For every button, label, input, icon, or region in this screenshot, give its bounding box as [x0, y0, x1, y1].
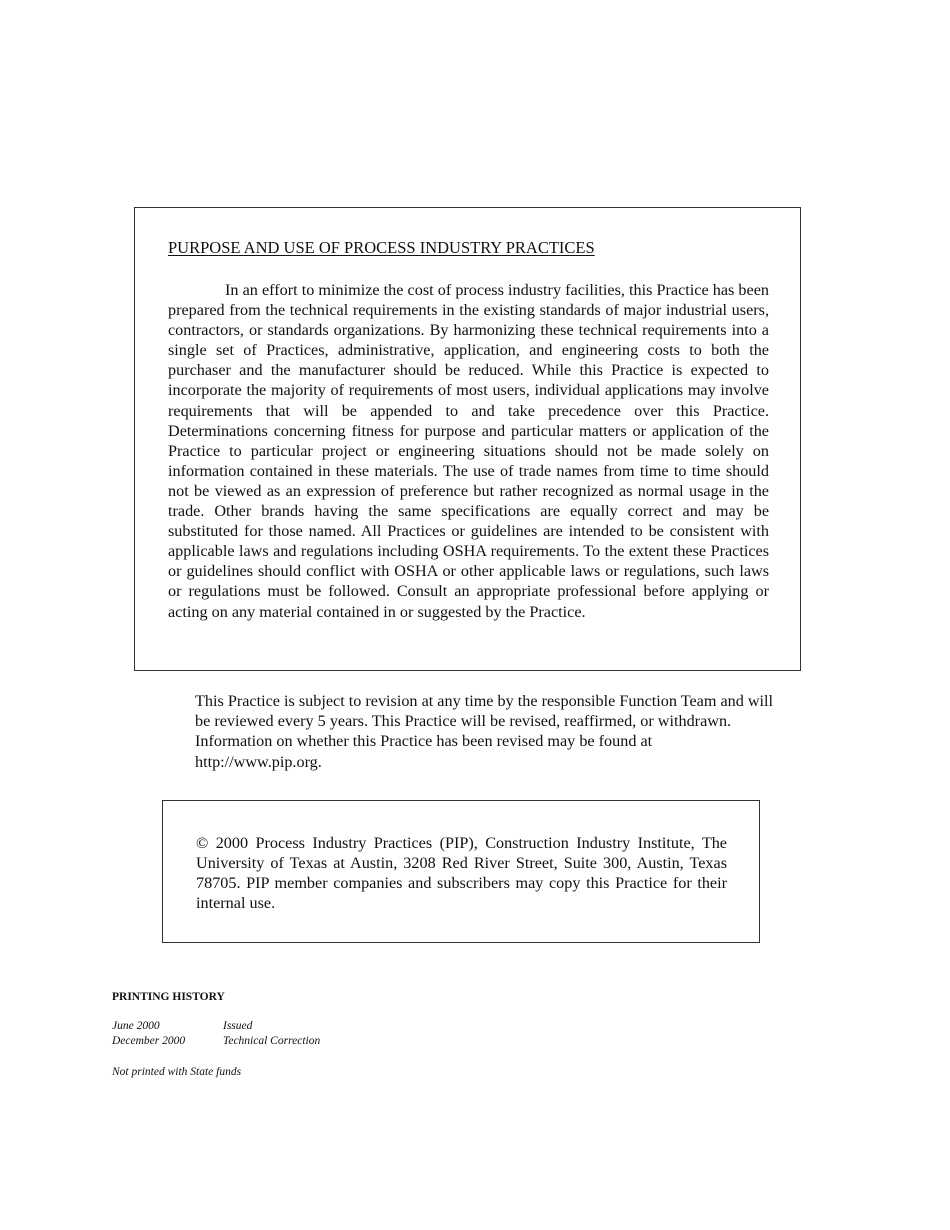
state-funds-note: Not printed with State funds	[112, 1066, 242, 1078]
purpose-paragraph: In an effort to minimize the cost of process industry facilities, this Practice has been prepared from the technical requirements in the existing standards of major industrial users, contractors, or standards organizations. By harmonizing these technical requirements into a single set of Practices, administrative, application, and engineering costs to both the purchaser and the manufacturer should be reduced. While this Practice is expected to incorporate the majority of requirements of most users, individual applications may involve requirements that will be appended to and take precedence over this Practice. Determinations concerning fitness for purpose and particular matters or application of the Practice to particular project or engineering situations should not be made solely on information contained in these materials. The use of trade names from time to time should not be viewed as an expression of preference but rather recognized as normal usage in the trade. Other brands having the same specifications are equally correct and may be substituted for those named. All Practices or guidelines are intended to be consistent with applicable laws and regulations including OSHA requirements. To the extent these Practices or guidelines should conflict with OSHA or other applicable laws or regulations, such laws or regulations must be followed. Consult an appropriate professional before applying or acting on any material contained in or suggested by the Practice.	[168, 281, 769, 621]
revision-notice: This Practice is subject to revision at any time by the responsible Function Team and will be reviewed every 5 years. This Practice will be revised, reaffirmed, or withdrawn. Information on whether this Practice has been revised may be found at http://www.pip.org.	[195, 692, 774, 771]
purpose-box	[134, 207, 801, 671]
printing-history-entry	[112, 1020, 252, 1032]
history-date: December 2000	[112, 1035, 186, 1047]
copyright-box	[162, 800, 760, 943]
printing-history-entry	[112, 1035, 320, 1047]
history-event: Issued	[223, 1020, 253, 1032]
printing-history-heading: PRINTING HISTORY	[112, 991, 225, 1003]
copyright-notice: © 2000 Process Industry Practices (PIP), Construction Industry Institute, The University of Texas at Austin, 3208 Red River Street, Suite 300, Austin, Texas 78705. PIP member companies and subscribers may copy this Practice for their internal use.	[196, 834, 727, 913]
history-event: Technical Correction	[223, 1035, 321, 1047]
history-date: June 2000	[112, 1020, 160, 1032]
purpose-title: PURPOSE AND USE OF PROCESS INDUSTRY PRACTICES	[168, 238, 595, 257]
